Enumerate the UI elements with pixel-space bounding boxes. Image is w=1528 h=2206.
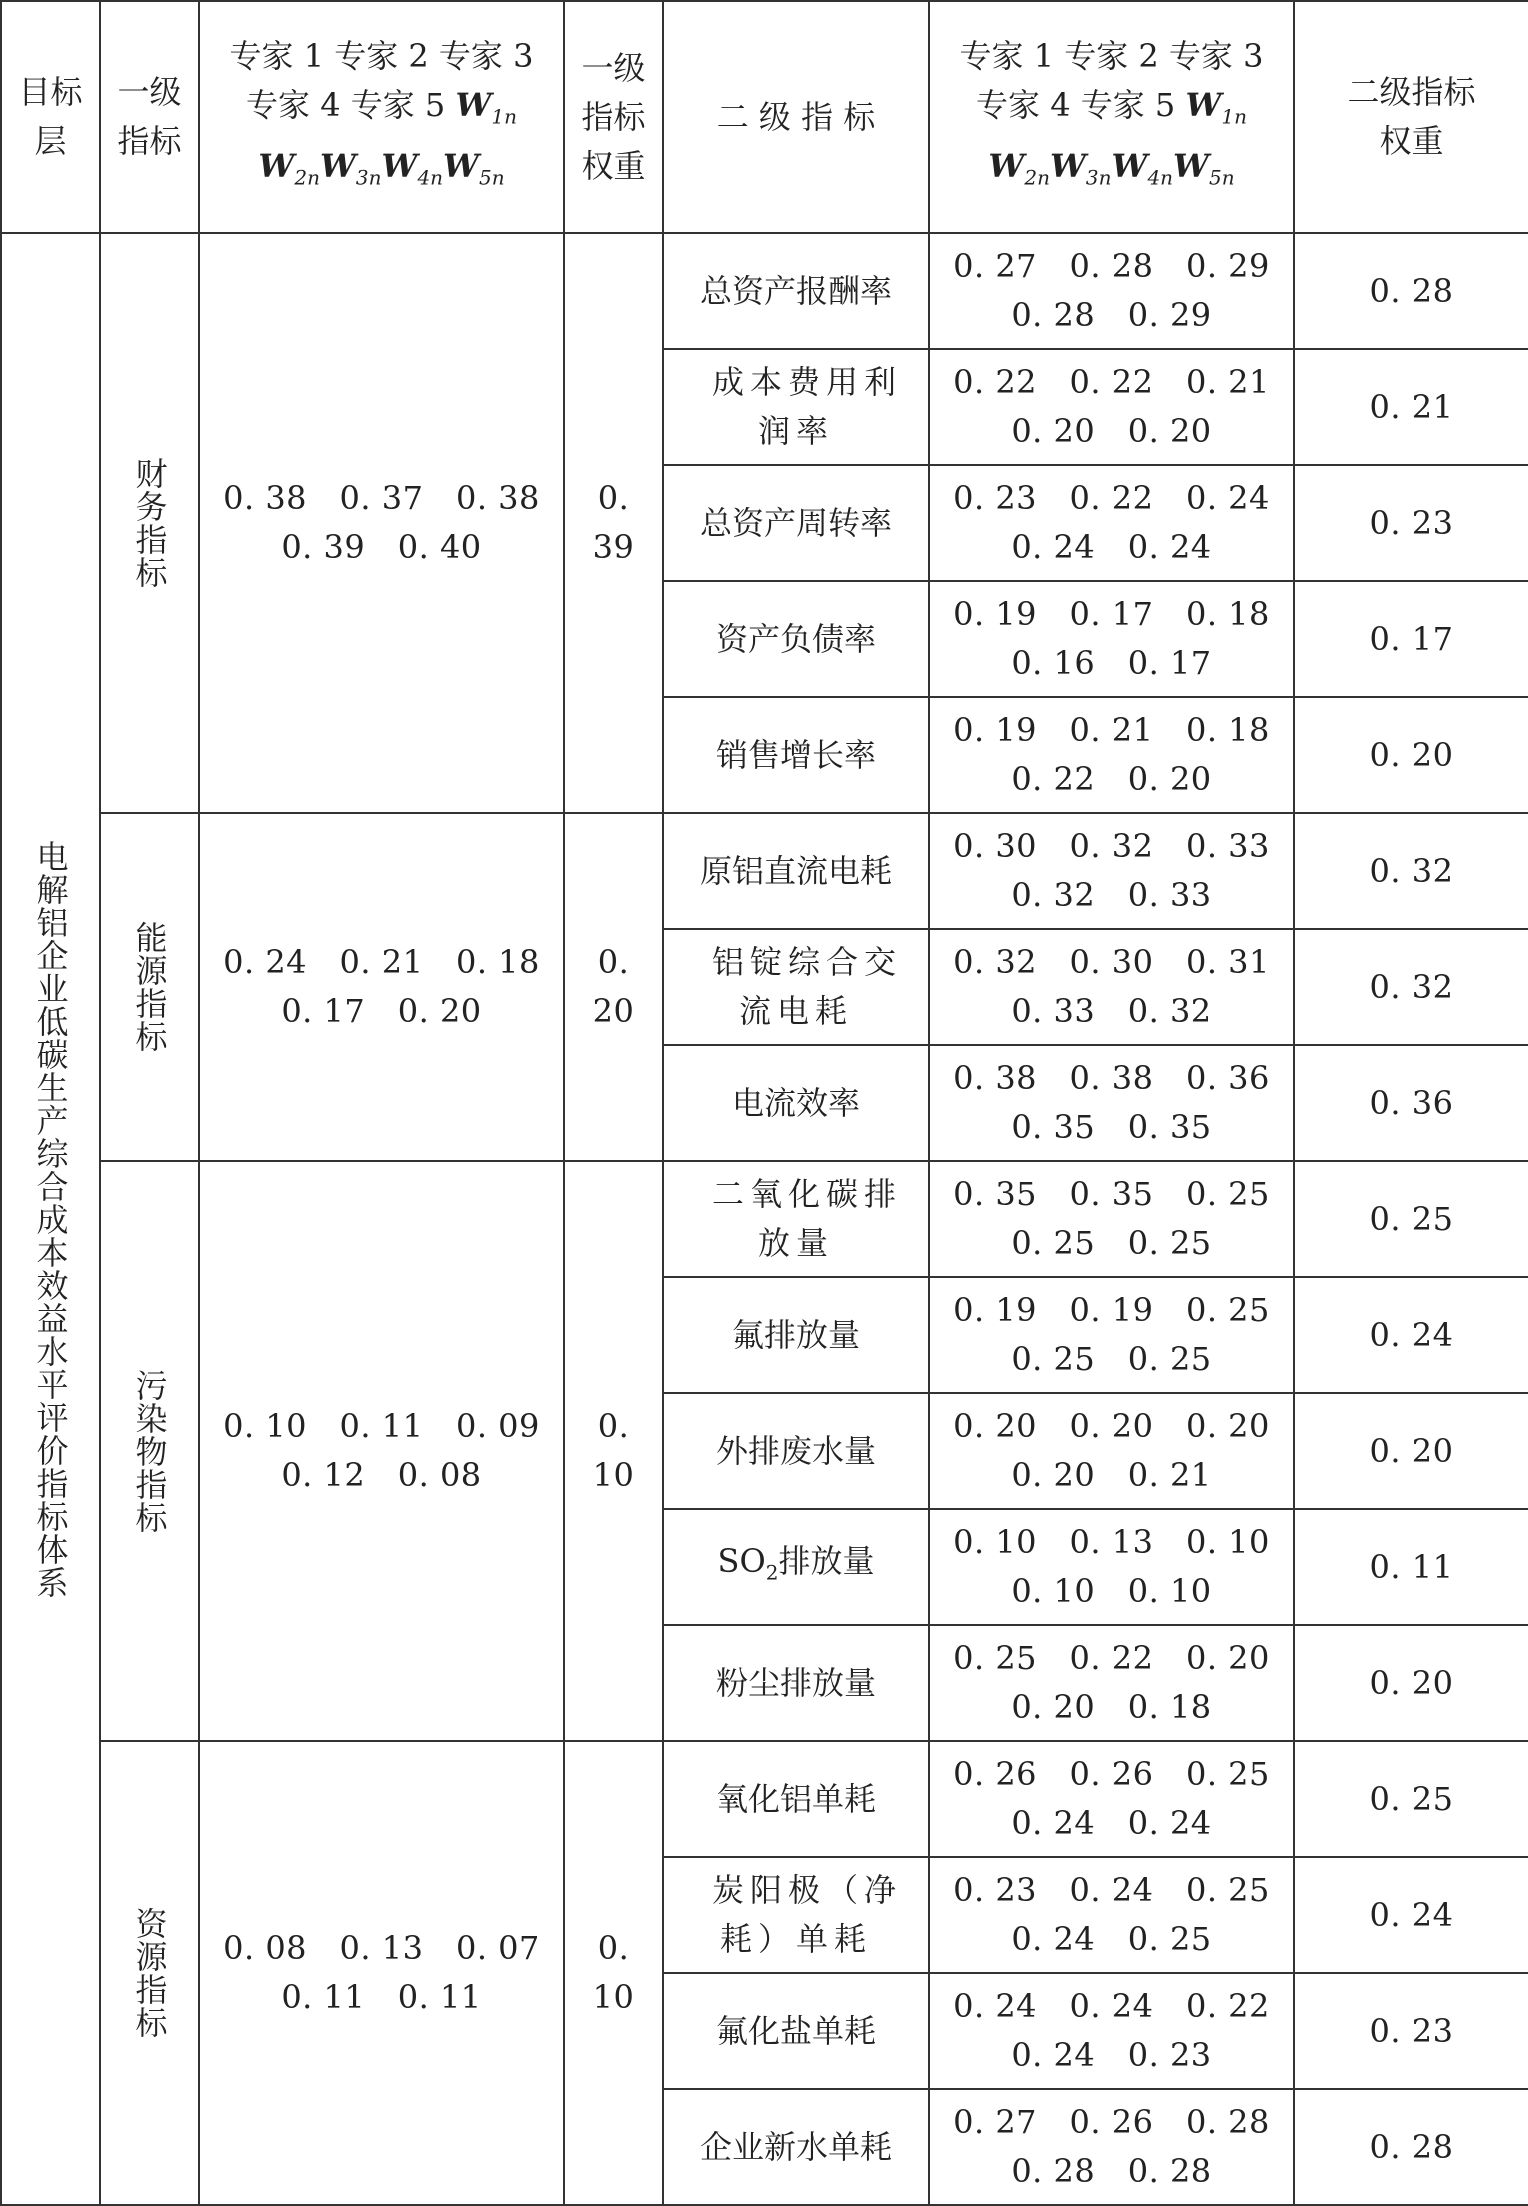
level2-name-cell: 粉尘排放量 [663, 1625, 929, 1741]
level2-name-cell: 电流效率 [663, 1045, 929, 1161]
header-level1-indicator: 一级指标 [100, 1, 199, 233]
table-row [1, 1161, 1528, 1277]
level2-experts-cell: 0. 22 0. 22 0. 21 0. 20 0. 20 [929, 349, 1294, 465]
level1-experts-cell: 0. 24 0. 21 0. 18 0. 17 0. 20 [199, 813, 564, 1161]
level2-weight-cell: 0. 28 [1294, 233, 1528, 349]
level1-weight-cell: 0. 10 [564, 1741, 663, 2205]
level2-name-cell: 总资产周转率 [663, 465, 929, 581]
level2-name-cell: 氟排放量 [663, 1277, 929, 1393]
target-layer-cell: 电解铝企业低碳生产综合成本效益水平评价指标体系 [1, 233, 100, 2205]
header-level2-indicator: 二 级 指 标 [663, 1, 929, 233]
level2-weight-cell: 0. 24 [1294, 1277, 1528, 1393]
header-level1-weight: 一级指标权重 [564, 1, 663, 233]
level2-experts-cell: 0. 35 0. 35 0. 25 0. 25 0. 25 [929, 1161, 1294, 1277]
level2-weight-cell: 0. 11 [1294, 1509, 1528, 1625]
level2-weight-cell: 0. 21 [1294, 349, 1528, 465]
level2-weight-cell: 0. 20 [1294, 1393, 1528, 1509]
level2-experts-cell: 0. 38 0. 38 0. 36 0. 35 0. 35 [929, 1045, 1294, 1161]
level2-experts-cell: 0. 20 0. 20 0. 20 0. 20 0. 21 [929, 1393, 1294, 1509]
level1-weight-cell: 0. 20 [564, 813, 663, 1161]
level2-name-cell: 企业新水单耗 [663, 2089, 929, 2205]
level2-experts-cell: 0. 19 0. 19 0. 25 0. 25 0. 25 [929, 1277, 1294, 1393]
level2-experts-cell: 0. 25 0. 22 0. 20 0. 20 0. 18 [929, 1625, 1294, 1741]
level2-experts-cell: 0. 23 0. 24 0. 25 0. 24 0. 25 [929, 1857, 1294, 1973]
header-level2-experts: 专家 1 专家 2 专家 3 专家 4 专家 5 $W_{1n}$ $W_{2n}W_{3n}W_{4n}W_{5n}$ [929, 1, 1294, 233]
level2-experts-cell: 0. 27 0. 28 0. 29 0. 28 0. 29 [929, 233, 1294, 349]
level2-weight-cell: 0. 25 [1294, 1741, 1528, 1857]
header-row [1, 1, 1528, 233]
level2-experts-cell: 0. 19 0. 21 0. 18 0. 22 0. 20 [929, 697, 1294, 813]
level2-weight-cell: 0. 20 [1294, 697, 1528, 813]
level2-weight-cell: 0. 17 [1294, 581, 1528, 697]
header-level2-weight: 二级指标权重 [1294, 1, 1528, 233]
level1-weight-cell: 0. 10 [564, 1161, 663, 1741]
header-target-layer: 目标层 [1, 1, 100, 233]
level2-name-cell: 铝锭综合交流电耗 [663, 929, 929, 1045]
header-level1-experts: 专家 1 专家 2 专家 3 专家 4 专家 5 $W_{1n}$ $W_{2n}W_{3n}W_{4n}W_{5n}$ [199, 1, 564, 233]
table-row [1, 233, 1528, 349]
level2-experts-cell: 0. 24 0. 24 0. 22 0. 24 0. 23 [929, 1973, 1294, 2089]
level2-weight-cell: 0. 23 [1294, 1973, 1528, 2089]
level2-weight-cell: 0. 24 [1294, 1857, 1528, 1973]
level2-experts-cell: 0. 19 0. 17 0. 18 0. 16 0. 17 [929, 581, 1294, 697]
level2-name-cell: 总资产报酬率 [663, 233, 929, 349]
level1-name-cell: 资源指标 [100, 1741, 199, 2205]
level2-weight-cell: 0. 32 [1294, 929, 1528, 1045]
level2-name-cell: 二氧化碳排放量 [663, 1161, 929, 1277]
level2-experts-cell: 0. 30 0. 32 0. 33 0. 32 0. 33 [929, 813, 1294, 929]
level2-name-cell: 氟化盐单耗 [663, 1973, 929, 2089]
level1-experts-cell: 0. 38 0. 37 0. 38 0. 39 0. 40 [199, 233, 564, 813]
level2-experts-cell: 0. 32 0. 30 0. 31 0. 33 0. 32 [929, 929, 1294, 1045]
level2-weight-cell: 0. 28 [1294, 2089, 1528, 2205]
level2-experts-cell: 0. 26 0. 26 0. 25 0. 24 0. 24 [929, 1741, 1294, 1857]
level2-weight-cell: 0. 36 [1294, 1045, 1528, 1161]
table-row [1, 1741, 1528, 1857]
level1-name-cell: 能源指标 [100, 813, 199, 1161]
level2-name-cell: 外排废水量 [663, 1393, 929, 1509]
level2-weight-cell: 0. 25 [1294, 1161, 1528, 1277]
level2-experts-cell: 0. 10 0. 13 0. 10 0. 10 0. 10 [929, 1509, 1294, 1625]
level1-name-cell: 财务指标 [100, 233, 199, 813]
level2-name-cell: 氧化铝单耗 [663, 1741, 929, 1857]
level2-weight-cell: 0. 20 [1294, 1625, 1528, 1741]
level1-experts-cell: 0. 10 0. 11 0. 09 0. 12 0. 08 [199, 1161, 564, 1741]
level2-experts-cell: 0. 23 0. 22 0. 24 0. 24 0. 24 [929, 465, 1294, 581]
level1-name-cell: 污染物指标 [100, 1161, 199, 1741]
level2-experts-cell: 0. 27 0. 26 0. 28 0. 28 0. 28 [929, 2089, 1294, 2205]
level2-name-cell: 销售增长率 [663, 697, 929, 813]
table-row [1, 813, 1528, 929]
level1-experts-cell: 0. 08 0. 13 0. 07 0. 11 0. 11 [199, 1741, 564, 2205]
level1-weight-cell: 0. 39 [564, 233, 663, 813]
level2-name-cell: $SO_2$排放量 [663, 1509, 929, 1625]
level2-weight-cell: 0. 32 [1294, 813, 1528, 929]
level2-name-cell: 成本费用利润率 [663, 349, 929, 465]
level2-name-cell: 炭阳极（净耗）单耗 [663, 1857, 929, 1973]
level2-name-cell: 资产负债率 [663, 581, 929, 697]
level2-weight-cell: 0. 23 [1294, 465, 1528, 581]
level2-name-cell: 原铝直流电耗 [663, 813, 929, 929]
